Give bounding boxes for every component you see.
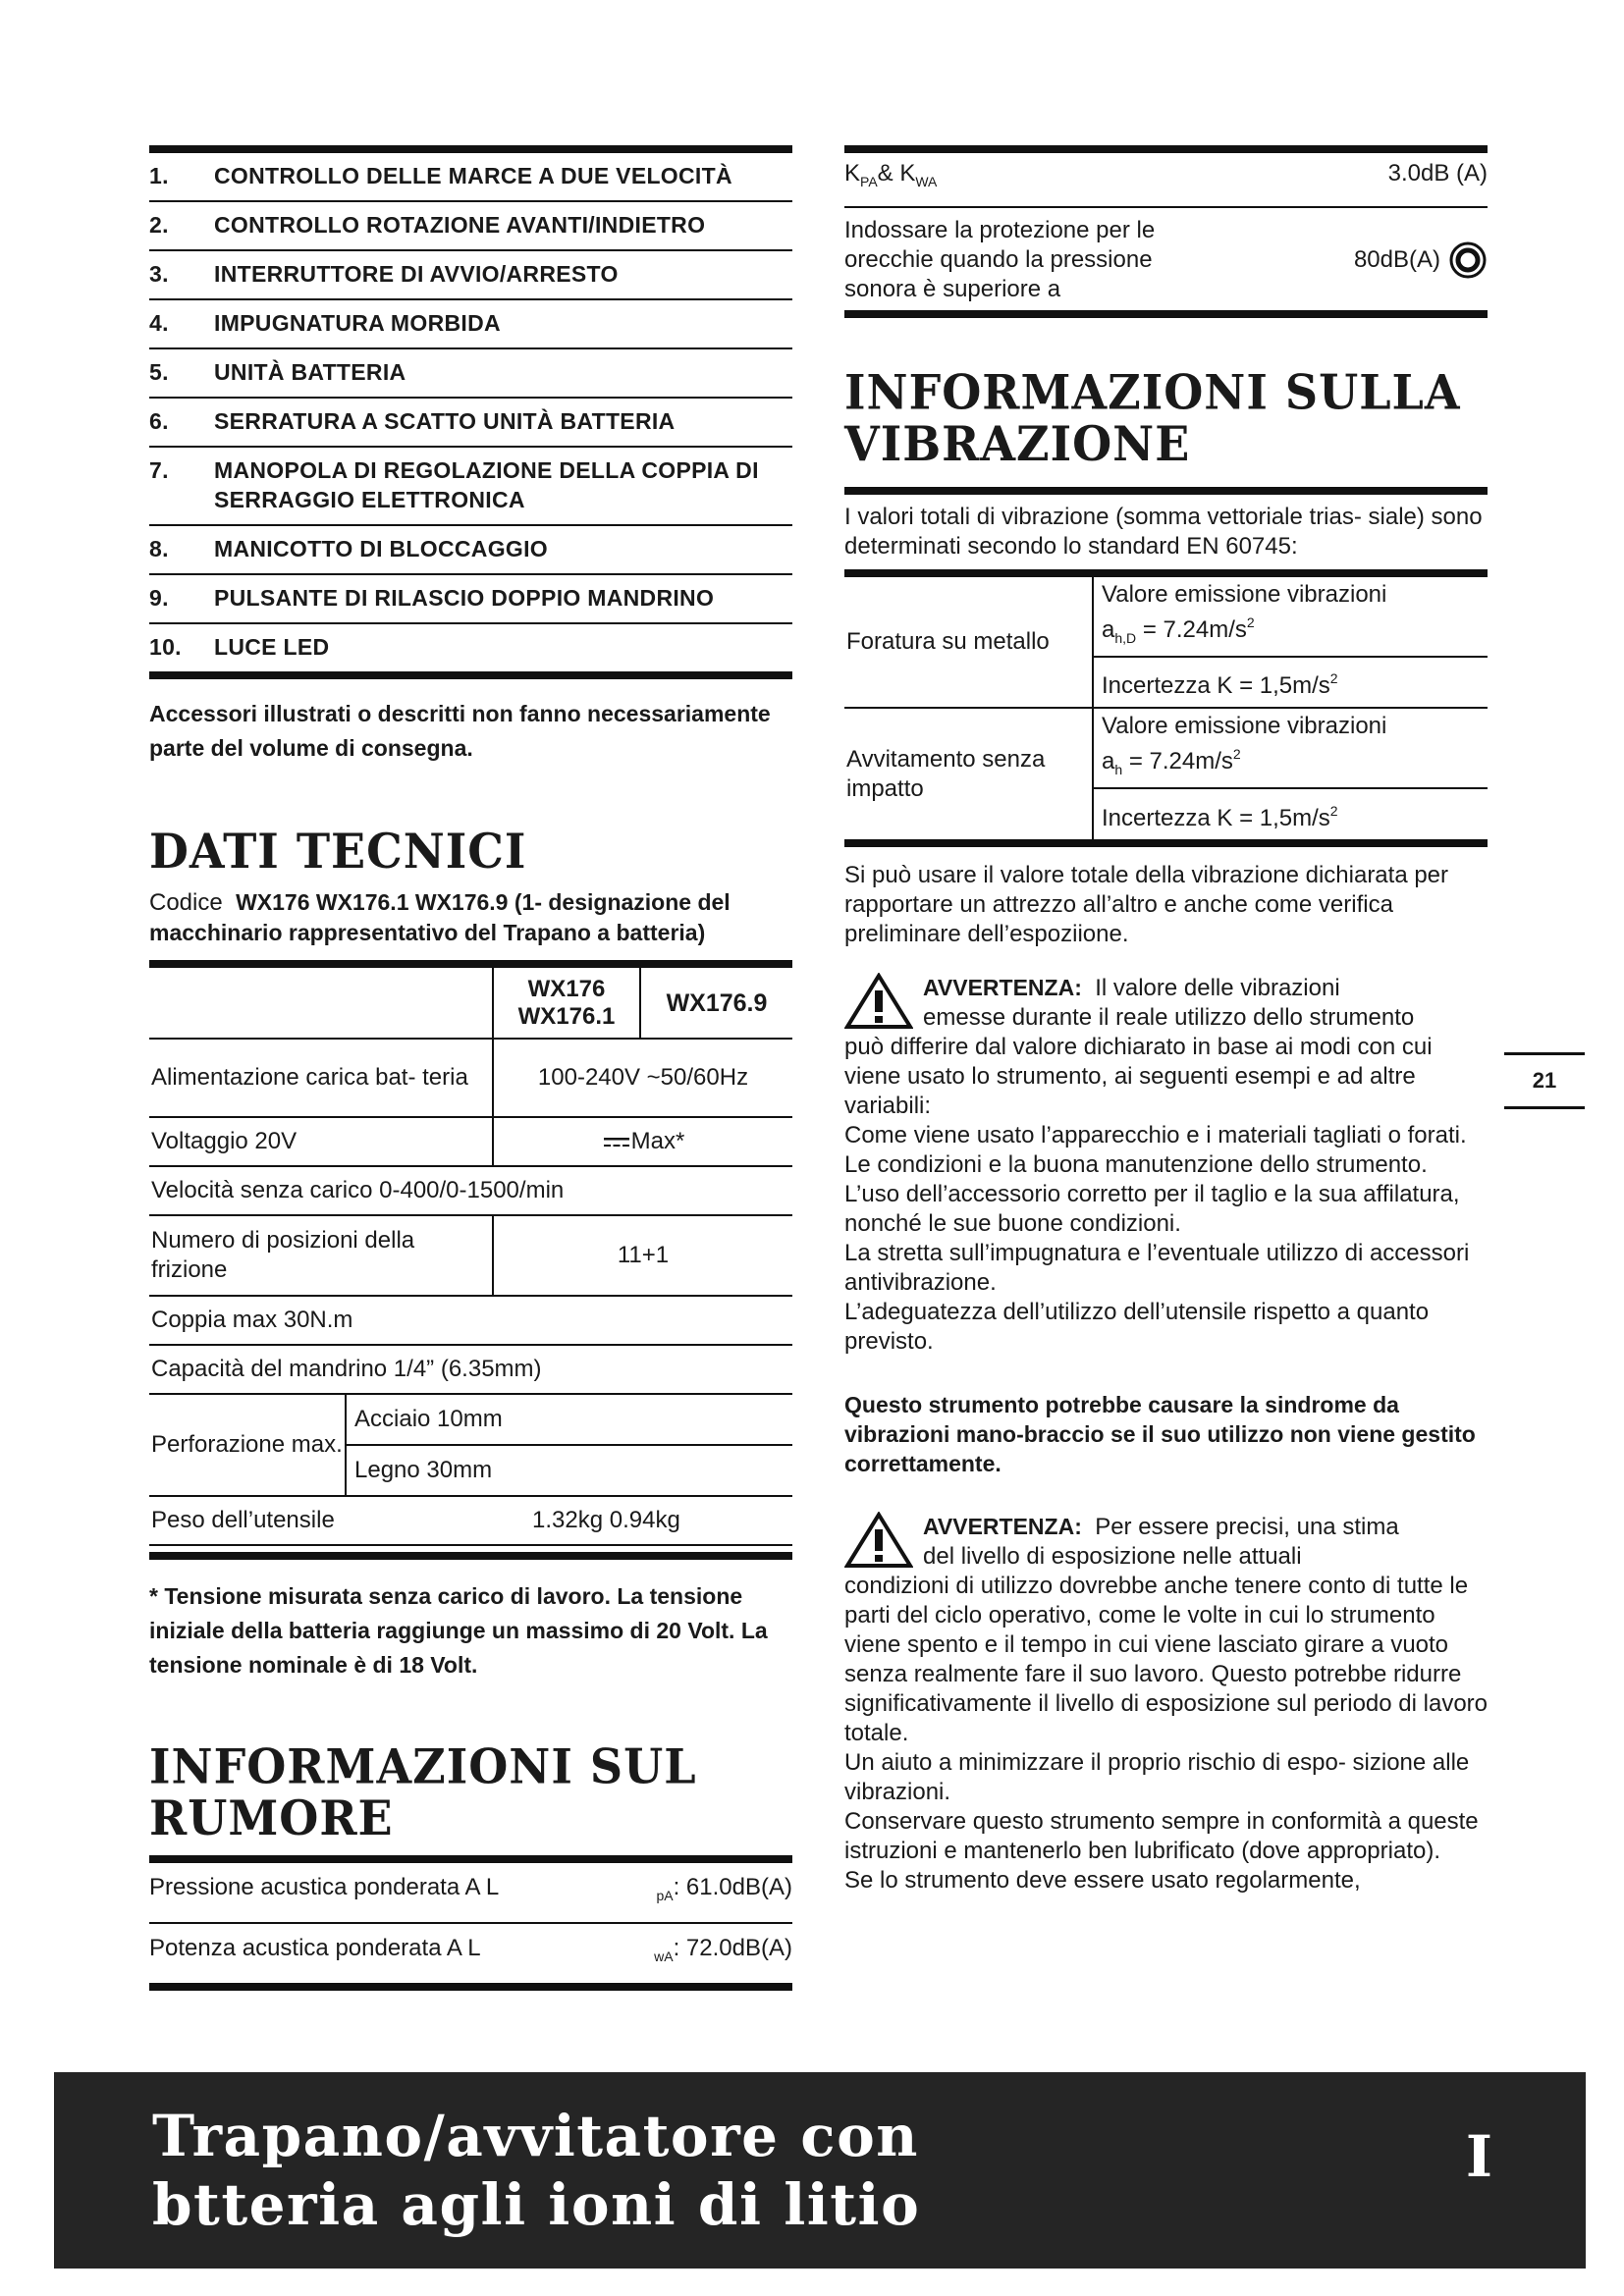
spec-table (149, 968, 792, 1546)
spec-header-row (149, 968, 792, 1039)
page-number: 21 (1504, 1052, 1585, 1109)
rule (149, 145, 792, 153)
spec-row: Coppia max 30N.m (149, 1296, 792, 1345)
vibration-heading: INFORMAZIONI SULLA VIBRAZIONE (844, 364, 1461, 472)
feature-list (149, 153, 792, 671)
rule (844, 487, 1488, 495)
model-code: Codice WX176 WX176.1 WX176.9 (1- designazione del macchinario rappresentativo del Trapano a batteria) (149, 889, 731, 945)
feature-item: 4. IMPUGNATURA MORBIDA (149, 300, 792, 349)
spec-row: Legno 30mm (149, 1445, 792, 1496)
footer-banner (54, 2072, 1586, 2269)
accessories-note: Accessori illustrati o descritti non fanno necessariamente parte del volume di consegna. (149, 701, 771, 761)
rule (149, 1983, 792, 1991)
rule (149, 1552, 792, 1560)
footer-title: Trapano/avvitatore con btteria agli ioni di litio (152, 2103, 921, 2238)
vibration-table: Foratura su metallo Valore emissione vibrazioni $a_{h,D} = 7.24m/s^2$ Incertezza $K = 1,5m/s^2$ Avvitamento senza impatto Valore emissione vibrazioni $a_h = 7.24m/s^2$ Incertezza $K = 1,5m/s^2$ (844, 577, 1488, 839)
feature-item: 1. CONTROLLO DELLE MARCE A DUE VELOCITÀ (149, 153, 792, 202)
sound-power-row: Potenza acustica ponderata A L $_{wA}$: 72.0dB(A) (149, 1935, 792, 1964)
hav-warning: Questo strumento potrebbe causare la sindrome da vibrazioni mano-braccio se il suo utilizzo non viene gestito correttamente. (844, 1392, 1476, 1476)
spec-row: Numero di posizioni della frizione 11+1 (149, 1215, 792, 1296)
voltage-value: Max* (493, 1117, 792, 1166)
warning-block-1: AVVERTENZA: Il valore delle vibrazioni emesse durante il reale utilizzo dello strumento può differire dal valore dichiarato in base ai modi con cui viene usato lo strumento, ai seguenti esempi e ad altre variabili: Come viene usato l’apparecchio e i materiali tagliati o forati. Le condizioni e la buona manutenzione dello strumento. L’uso dell’accessorio corretto per il taglio e la sua affilatura, nonché le sue buone condizioni. La stretta sull’impugnatura e l’eventuale utilizzo di accessori antivibrazione. L’adeguatezza dell’utilizzo dell’utensile rispetto a quanto previsto. (844, 975, 1470, 1355)
spec-row: Capacità del mandrino 1/4” (6.35mm) (149, 1345, 792, 1394)
left-column (149, 145, 792, 1991)
feature-item: 6. SERRATURA A SCATTO UNITÀ BATTERIA (149, 399, 792, 448)
language-code: I (1465, 2123, 1492, 2190)
feature-item: 3. INTERRUTTORE DI AVVIO/ARRESTO (149, 251, 792, 300)
rule (844, 310, 1488, 318)
feature-item: 5. UNITÀ BATTERIA (149, 349, 792, 399)
feature-item: 8. MANICOTTO DI BLOCCAGGIO (149, 526, 792, 575)
uncertainty-row: $K_{PA}\&$ $K_{WA}$ 3.0dB (A) (844, 153, 1488, 208)
rule (149, 960, 792, 968)
tech-heading: DATI TECNICI (149, 823, 527, 880)
vibration-intro: I valori totali di vibrazione (somma vettoriale trias- siale) sono determinati secondo lo standard EN 60745: (844, 504, 1483, 560)
col-wx176: WX176 WX176.1 (493, 968, 640, 1039)
rule (844, 145, 1488, 153)
feature-item: 7. MANOPOLA DI REGOLAZIONE DELLA COPPIA DI SERRAGGIO ELETTRONICA (149, 448, 792, 526)
dc-symbol-icon (602, 1136, 631, 1149)
spec-row: Peso dell’utensile 1.32kg 0.94kg (149, 1496, 792, 1545)
warning-triangle-icon (844, 973, 913, 1030)
spec-row: Voltaggio 20V Max* (149, 1117, 792, 1166)
voltage-footnote: * Tensione misurata senza carico di lavoro. La tensione iniziale della batteria raggiunge un massimo di 20 Volt. La tensione nominale è di 18 Volt. (149, 1583, 768, 1678)
feature-item: 2. CONTROLLO ROTAZIONE AVANTI/INDIETRO (149, 202, 792, 251)
col-wx176-9: WX176.9 (640, 968, 792, 1039)
right-column (844, 145, 1488, 1896)
vibration-total-text: Si può usare il valore totale della vibrazione dichiarata per rapportare un attrezzo all’altro e anche come verifica preliminare dell’espoziione. (844, 862, 1449, 947)
feature-item: 9. PULSANTE DI RILASCIO DOPPIO MANDRINO (149, 575, 792, 624)
rule (149, 671, 792, 679)
rule (844, 839, 1488, 847)
feature-item: 10. LUCE LED (149, 634, 330, 660)
spec-row: Velocità senza carico 0-400/0-1500/min (149, 1166, 792, 1215)
ear-protection-row: Indossare la protezione per le orecchie quando la pressione sonora è superiore a 80dB(A) (844, 208, 1488, 310)
ear-protection-icon (1448, 240, 1488, 280)
rule (844, 569, 1488, 577)
noise-heading: INFORMAZIONI SUL RUMORE (149, 1738, 697, 1846)
warning-block-2: AVVERTENZA: Per essere precisi, una stima del livello di esposizione nelle attuali condizioni di utilizzo dovrebbe anche tenere conto di tutte le parti del ciclo operativo, come le volte in cui lo strumento viene spento e il tempo in cui viene lasciato girare a vuoto senza realmente fare il suo lavoro. Questo potrebbe ridurre significativamente il livello di esposizione sul periodo di lavoro totale. Un aiuto a minimizzare il proprio rischio di espo- sizione alle vibrazioni. Conservare questo strumento sempre in conformità a queste istruzioni e mantenerlo ben lubrificato (dove appropriato). Se lo strumento deve essere usato regolarmente, (844, 1514, 1489, 1894)
rule (149, 1855, 792, 1863)
sound-pressure-row: Pressione acustica ponderata A L $_{pA}$: 61.0dB(A) (149, 1863, 792, 1924)
warning-triangle-icon (844, 1512, 913, 1569)
spec-row: Perforazione max. Acciaio 10mm (149, 1394, 792, 1445)
spec-row: Alimentazione carica bat- teria 100-240V ~50/60Hz (149, 1039, 792, 1117)
